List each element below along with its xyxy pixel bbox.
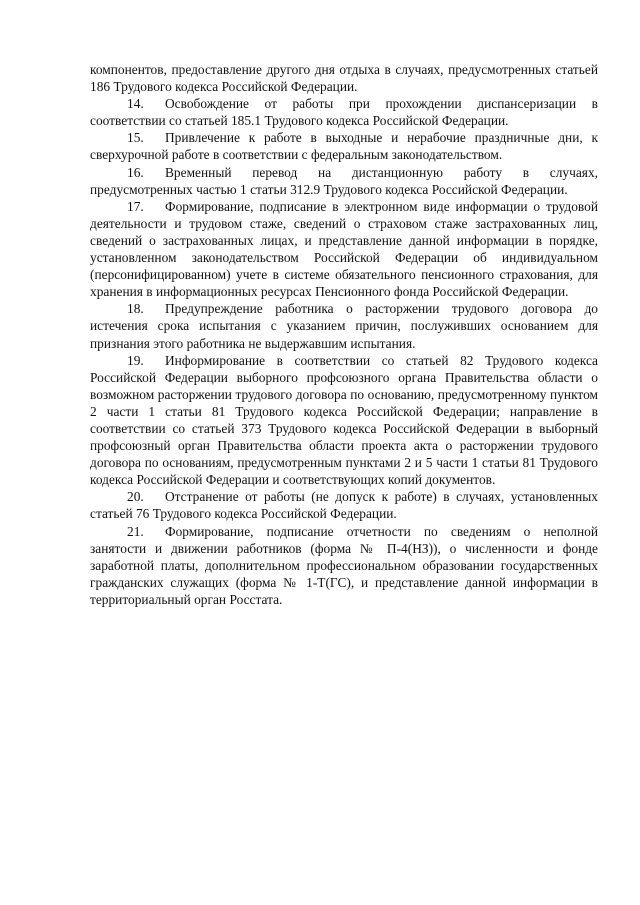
paragraph-item-15 (90, 129, 598, 163)
item-number: 17. (127, 198, 144, 214)
paragraph-text: Отстранение от работы (не допуск к работе) в случаях, установленных статьей 76 Трудового кодекса Российской Федерации. (90, 489, 598, 522)
paragraph-item-20 (90, 488, 598, 522)
paragraph-text: Информирование в соответствии со статьей 82 Трудового кодекса Российской Федерации выборного профсоюзного органа Правительства области о возможном расторжении трудового договора по основанию, предусмотренному пунктом 2 части 1 статьи 81 Трудового кодекса Российской Федерации; направление в соответствии со статьей 373 Трудового кодекса Российской Федерации в выборный профсоюзный орган Правительства области проекта акта о расторжении трудового договора по основаниям, предусмотренным пунктами 2 и 5 части 1 статьи 81 Трудового кодекса Российской Федерации и соответствующих копий документов. (90, 352, 598, 488)
item-number: 19. (127, 352, 144, 368)
paragraph-item-18 (90, 300, 598, 351)
item-number: 14. (127, 96, 144, 112)
paragraph-text: Привлечение к работе в выходные и нерабочие праздничные дни, к сверхурочной работе в соответствии с федеральным законодательством. (90, 130, 598, 163)
paragraph-continuation (90, 61, 598, 95)
paragraph-text: Предупреждение работника о расторжении трудового договора до истечения срока испытания с указанием причин, послуживших основанием для признания этого работника не выдержавшим испытания. (90, 301, 598, 351)
paragraph-text: Временный перевод на дистанционную работу в случаях, предусмотренных частью 1 статьи 312.9 Трудового кодекса Российской Федерации. (90, 164, 598, 197)
paragraph-item-21 (90, 523, 598, 608)
paragraph-item-19 (90, 352, 598, 489)
paragraph-text: Формирование, подписание отчетности по сведениям о неполной занятости и движении работников (форма № П-4(НЗ)), о численности и фонде заработной платы, дополнительном профессиональном образовании государственных гражданских служащих (форма № 1-Т(ГС), и представление данной информации в территориальный орган Росстата. (90, 523, 598, 607)
paragraph-text: Формирование, подписание в электронном виде информации о трудовой деятельности и трудовом стаже, сведений о страховом стаже застрахованных лиц, сведений о застрахованных лицах, и представление данной информации в порядке, установленном законодательством Российской Федерации об индивидуальном (персонифицированном) учете в системе обязательного пенсионного страхования, для хранения в информационных ресурсах Пенсионного фонда Российской Федерации. (90, 198, 598, 300)
item-number: 16. (127, 164, 144, 180)
paragraph-text: Освобождение от работы при прохождении диспансеризации в соответствии со статьей 185.1 Трудового кодекса Российской Федерации. (90, 96, 598, 129)
item-number: 20. (127, 489, 144, 505)
paragraph-item-17 (90, 198, 598, 301)
item-number: 15. (127, 130, 144, 146)
paragraph-text: компонентов, предоставление другого дня отдыха в случаях, предусмотренных статьей 186 Трудового кодекса Российской Федерации. (90, 62, 598, 95)
item-number: 18. (127, 301, 144, 317)
paragraph-item-14 (90, 95, 598, 129)
item-number: 21. (127, 523, 144, 539)
paragraph-item-16 (90, 164, 598, 198)
document-page (90, 61, 598, 608)
